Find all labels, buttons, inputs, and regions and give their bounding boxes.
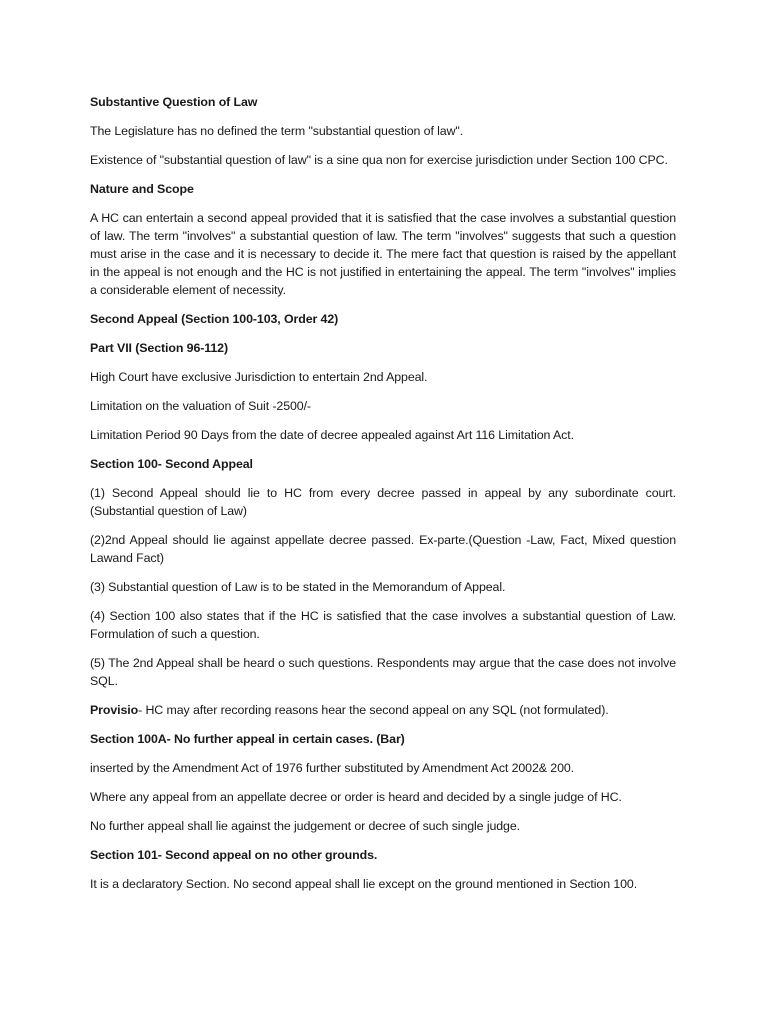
paragraph: Limitation Period 90 Days from the date of decree appealed against Art 116 Limitation Act. bbox=[90, 428, 574, 442]
list-item: (3) Substantial question of Law is to be stated in the Memorandum of Appeal. bbox=[90, 580, 506, 594]
paragraph: It is a declaratory Section. No second appeal shall lie except on the ground mentioned in Section 100. bbox=[90, 877, 638, 891]
document-page bbox=[90, 93, 676, 904]
heading-nature-and-scope: Nature and Scope bbox=[90, 182, 194, 196]
paragraph: High Court have exclusive Jurisdiction to entertain 2nd Appeal. bbox=[90, 370, 428, 384]
heading-section-100a: Section 100A- No further appeal in certain cases. (Bar) bbox=[90, 732, 405, 746]
heading-section-101: Section 101- Second appeal on no other grounds. bbox=[90, 848, 378, 862]
list-item: (1) Second Appeal should lie to HC from every decree passed in appeal by any subordinate court. (Substantial question of Law) bbox=[90, 486, 676, 518]
heading-second-appeal: Second Appeal (Section 100-103, Order 42) bbox=[90, 312, 339, 326]
list-item: (5) The 2nd Appeal shall be heard o such questions. Respondents may argue that the case does not involve SQL. bbox=[90, 656, 676, 688]
provisio-text: - HC may after recording reasons hear the second appeal on any SQL (not formulated). bbox=[138, 703, 609, 717]
paragraph-provisio bbox=[90, 701, 676, 719]
paragraph: A HC can entertain a second appeal provided that it is satisfied that the case involves a substantial question of law. The term "involves" a substantial question of law. The term "involves" suggests that such a question must arise in the case and it is necessary to decide it. The mere fact that question is raised by the appellant in the appeal is not enough and the HC is not justified in entertaining the appeal. The term "involves" implies a considerable element of necessity. bbox=[90, 211, 676, 297]
list-item: (4) Section 100 also states that if the HC is satisfied that the case involves a substantial question of Law. Formulation of such a question. bbox=[90, 609, 676, 641]
paragraph: No further appeal shall lie against the judgement or decree of such single judge. bbox=[90, 819, 520, 833]
heading-substantive-question: Substantive Question of Law bbox=[90, 95, 258, 109]
heading-section-100: Section 100- Second Appeal bbox=[90, 457, 253, 471]
paragraph: inserted by the Amendment Act of 1976 further substituted by Amendment Act 2002& 200. bbox=[90, 761, 574, 775]
paragraph: The Legislature has no defined the term "substantial question of law". bbox=[90, 124, 464, 138]
heading-part-vii: Part VII (Section 96-112) bbox=[90, 341, 228, 355]
provisio-label: Provisio bbox=[90, 703, 139, 717]
paragraph: Limitation on the valuation of Suit -2500/- bbox=[90, 399, 311, 413]
paragraph: Existence of "substantial question of law" is a sine qua non for exercise jurisdiction under Section 100 CPC. bbox=[90, 153, 668, 167]
list-item: (2)2nd Appeal should lie against appellate decree passed. Ex-parte.(Question -Law, Fact, Mixed question Lawand Fact) bbox=[90, 533, 676, 565]
paragraph: Where any appeal from an appellate decree or order is heard and decided by a single judge of HC. bbox=[90, 790, 622, 804]
